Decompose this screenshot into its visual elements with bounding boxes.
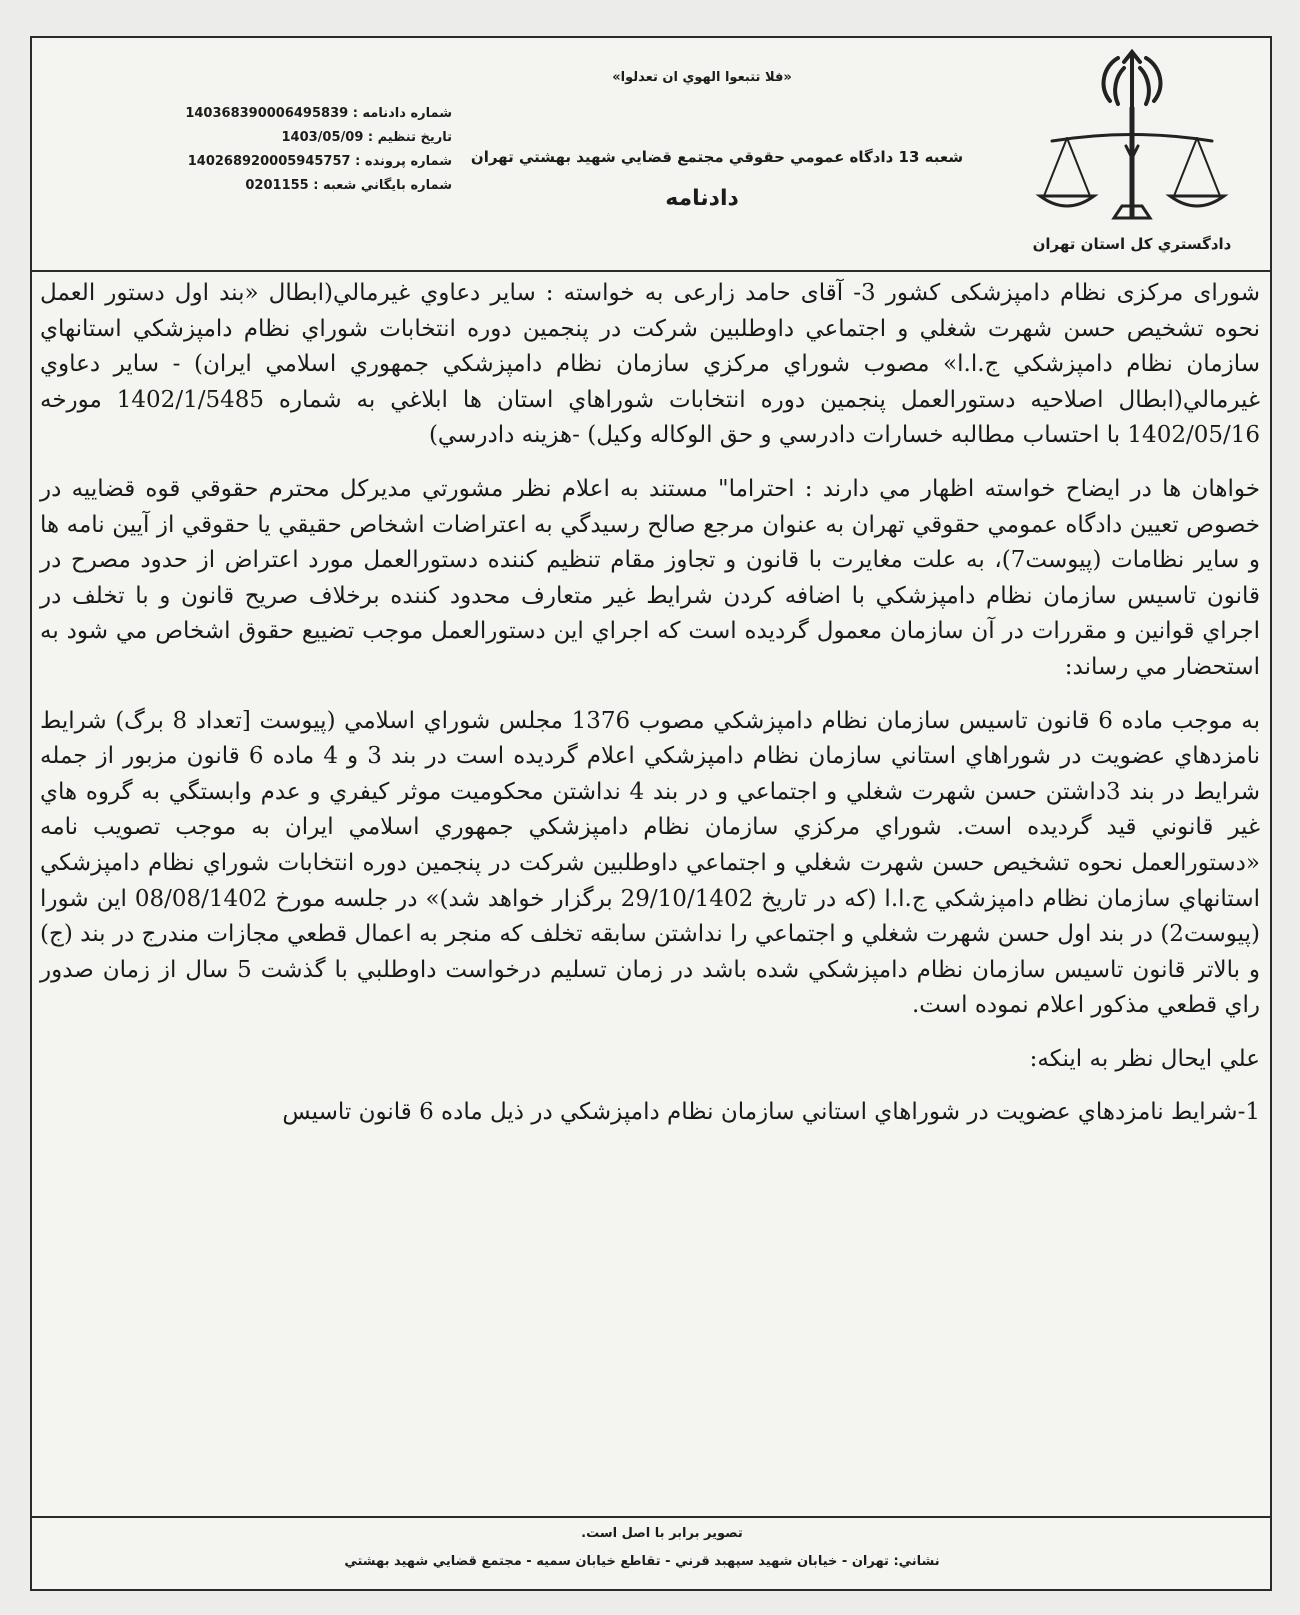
- court-ruling-page: [30, 36, 1272, 1591]
- plaintiff-statement-paragraph: خواهان ها در ايضاح خواسته اظهار مي دارند : احتراما" مستند به اعلام نظر مشورتي مديركل محترم حقوقي قوه قضاييه در خصوص تعيين دادگاه عمومي حقوقي تهران به عنوان مرجع صالح رسيدگي به اعتراضات اشخاص حقيقي يا حقوقي از آيين نامه ها و ساير نظامات (پيوست7)، به علت مغايرت با قانون و تجاوز مقام تنظيم كننده دستورالعمل مورد اعتراض از حدود مصرح در قانون تاسيس سازمان نظام دامپزشكي با اضافه كردن شرايط غير متعارف محدود كننده برخلاف صريح قانون و با تخلف در اجراي قوانين و مقررات در آن سازمان معمول گرديده است كه اجراي اين دستورالعمل موجب تضييع حقوق اشخاص مي شود به استحضار مي رساند:: [40, 475, 1260, 680]
- court-name-label: دادگستري كل استان تهران: [1032, 235, 1232, 253]
- court-address: نشاني: تهران - خيابان شهيد سپهبد قرني - تقاطع خيابان سميه - مجتمع قضايي شهيد بهشتي: [344, 1554, 940, 1569]
- meta-value: 140368390006495839: [185, 106, 349, 121]
- document-type-title: دادنامه: [665, 186, 739, 211]
- meta-value: 140268920005945757: [187, 154, 351, 169]
- meta-label: شماره دادنامه :: [352, 106, 452, 121]
- ruling-body: [40, 276, 1260, 1131]
- footer-divider: [32, 1516, 1270, 1518]
- header-divider: [32, 270, 1270, 272]
- meta-label: شماره پرونده :: [355, 154, 452, 169]
- claim-paragraph: شوراى مركزى نظام دامپزشكى كشور 3- آقاى حامد زارعى به خواسته : ساير دعاوي غيرمالي(ابطال «بند اول دستور العمل نحوه تشخيص حسن شهرت شغلي و اجتماعي داوطلبين شركت در پنجمين دوره انتخابات شوراي نظام دامپزشكي استانهاي سازمان نظام دامپزشكي ج.ا.ا» مصوب شوراي مركزي سازمان نظام دامپزشكي جمهوري اسلامي ايران) - ساير دعاوي غيرمالي(ابطال اصلاحيه دستورالعمل پنجمين دوره انتخابات شوراهاي استان ها ابلاغي به شماره 1402/1/5485 مورخه 1402/05/16 با احتساب مطالبه خسارات دادرسي و حق الوكاله وكيل) -هزينه دادرسي): [40, 280, 1261, 449]
- meta-ruling-number: [112, 102, 452, 126]
- considering-heading: علي ايحال نظر به اينكه:: [1029, 1045, 1260, 1072]
- legal-basis-paragraph: به موجب ماده 6 قانون تاسيس سازمان نظام دامپزشكي مصوب 1376 مجلس شوراي اسلامي (پيوست [تعداد 8 برگ) شرايط نامزدهاي عضويت در شوراهاي استاني سازمان نظام دامپزشكي اعلام گرديده است در بند 3 و 4 ماده 6 قانون مزبور از جمله شرايط در بند 3داشتن حسن شهرت شغلي و اجتماعي و در بند 4 نداشتن محكوميت موثر كيفري و عدم وابستگي به گروه هاي غير قانوني قيد گرديده است. شوراي مركزي سازمان نظام دامپزشكي جمهوري اسلامي ايران به موجب تصويب نامه «دستورالعمل نحوه تشخيص حسن شهرت شغلي و اجتماعي داوطلبين شركت در پنجمين دوره انتخابات شوراي نظام دامپزشكي استانهاي سازمان نظام دامپزشكي ج.ا.ا (كه در تاريخ 29/10/1402 برگزار خواهد شد)» در جلسه مورخ 08/08/1402 اين شورا (پيوست2) در بند اول حسن شهرت شغلي و اجتماعي را نداشتن سابقه تخلف كه منجر به اعمال قطعي مجازات مندرج در بند (ج) و بالاتر قانون تاسيس سازمان نظام دامپزشكي شده باشد در زمان تسليم درخواست داوطلبي با گذشت 5 سال از زمان صدور راي قطعي مذكور اعلام نموده است.: [40, 707, 1261, 1019]
- meta-label: تاريخ تنظيم :: [367, 130, 452, 145]
- numbered-point-1: 1-شرايط نامزدهاي عضويت در شوراهاي استاني سازمان نظام دامپزشكي در ذيل ماده 6 قانون تاسيس: [282, 1099, 1260, 1126]
- meta-issue-date: [112, 126, 452, 150]
- meta-value: 1403/05/09: [281, 130, 364, 145]
- certified-copy-note: تصوير برابر با اصل است.: [581, 1526, 743, 1541]
- meta-case-number: [112, 150, 452, 174]
- case-metadata: [112, 102, 452, 198]
- meta-archive-number: [112, 174, 452, 198]
- document-header: [32, 38, 1270, 270]
- court-branch-title: شعبه 13 دادگاه عمومي حقوقي مجتمع قضايي شهيد بهشتي تهران: [470, 148, 964, 166]
- meta-value: 0201155: [245, 178, 309, 193]
- judiciary-scales-emblem-icon: [1032, 46, 1232, 231]
- meta-label: شماره بايگاني شعبه :: [313, 178, 452, 193]
- header-verse: «فلا تتبعوا الهوي ان تعدلوا»: [612, 70, 792, 85]
